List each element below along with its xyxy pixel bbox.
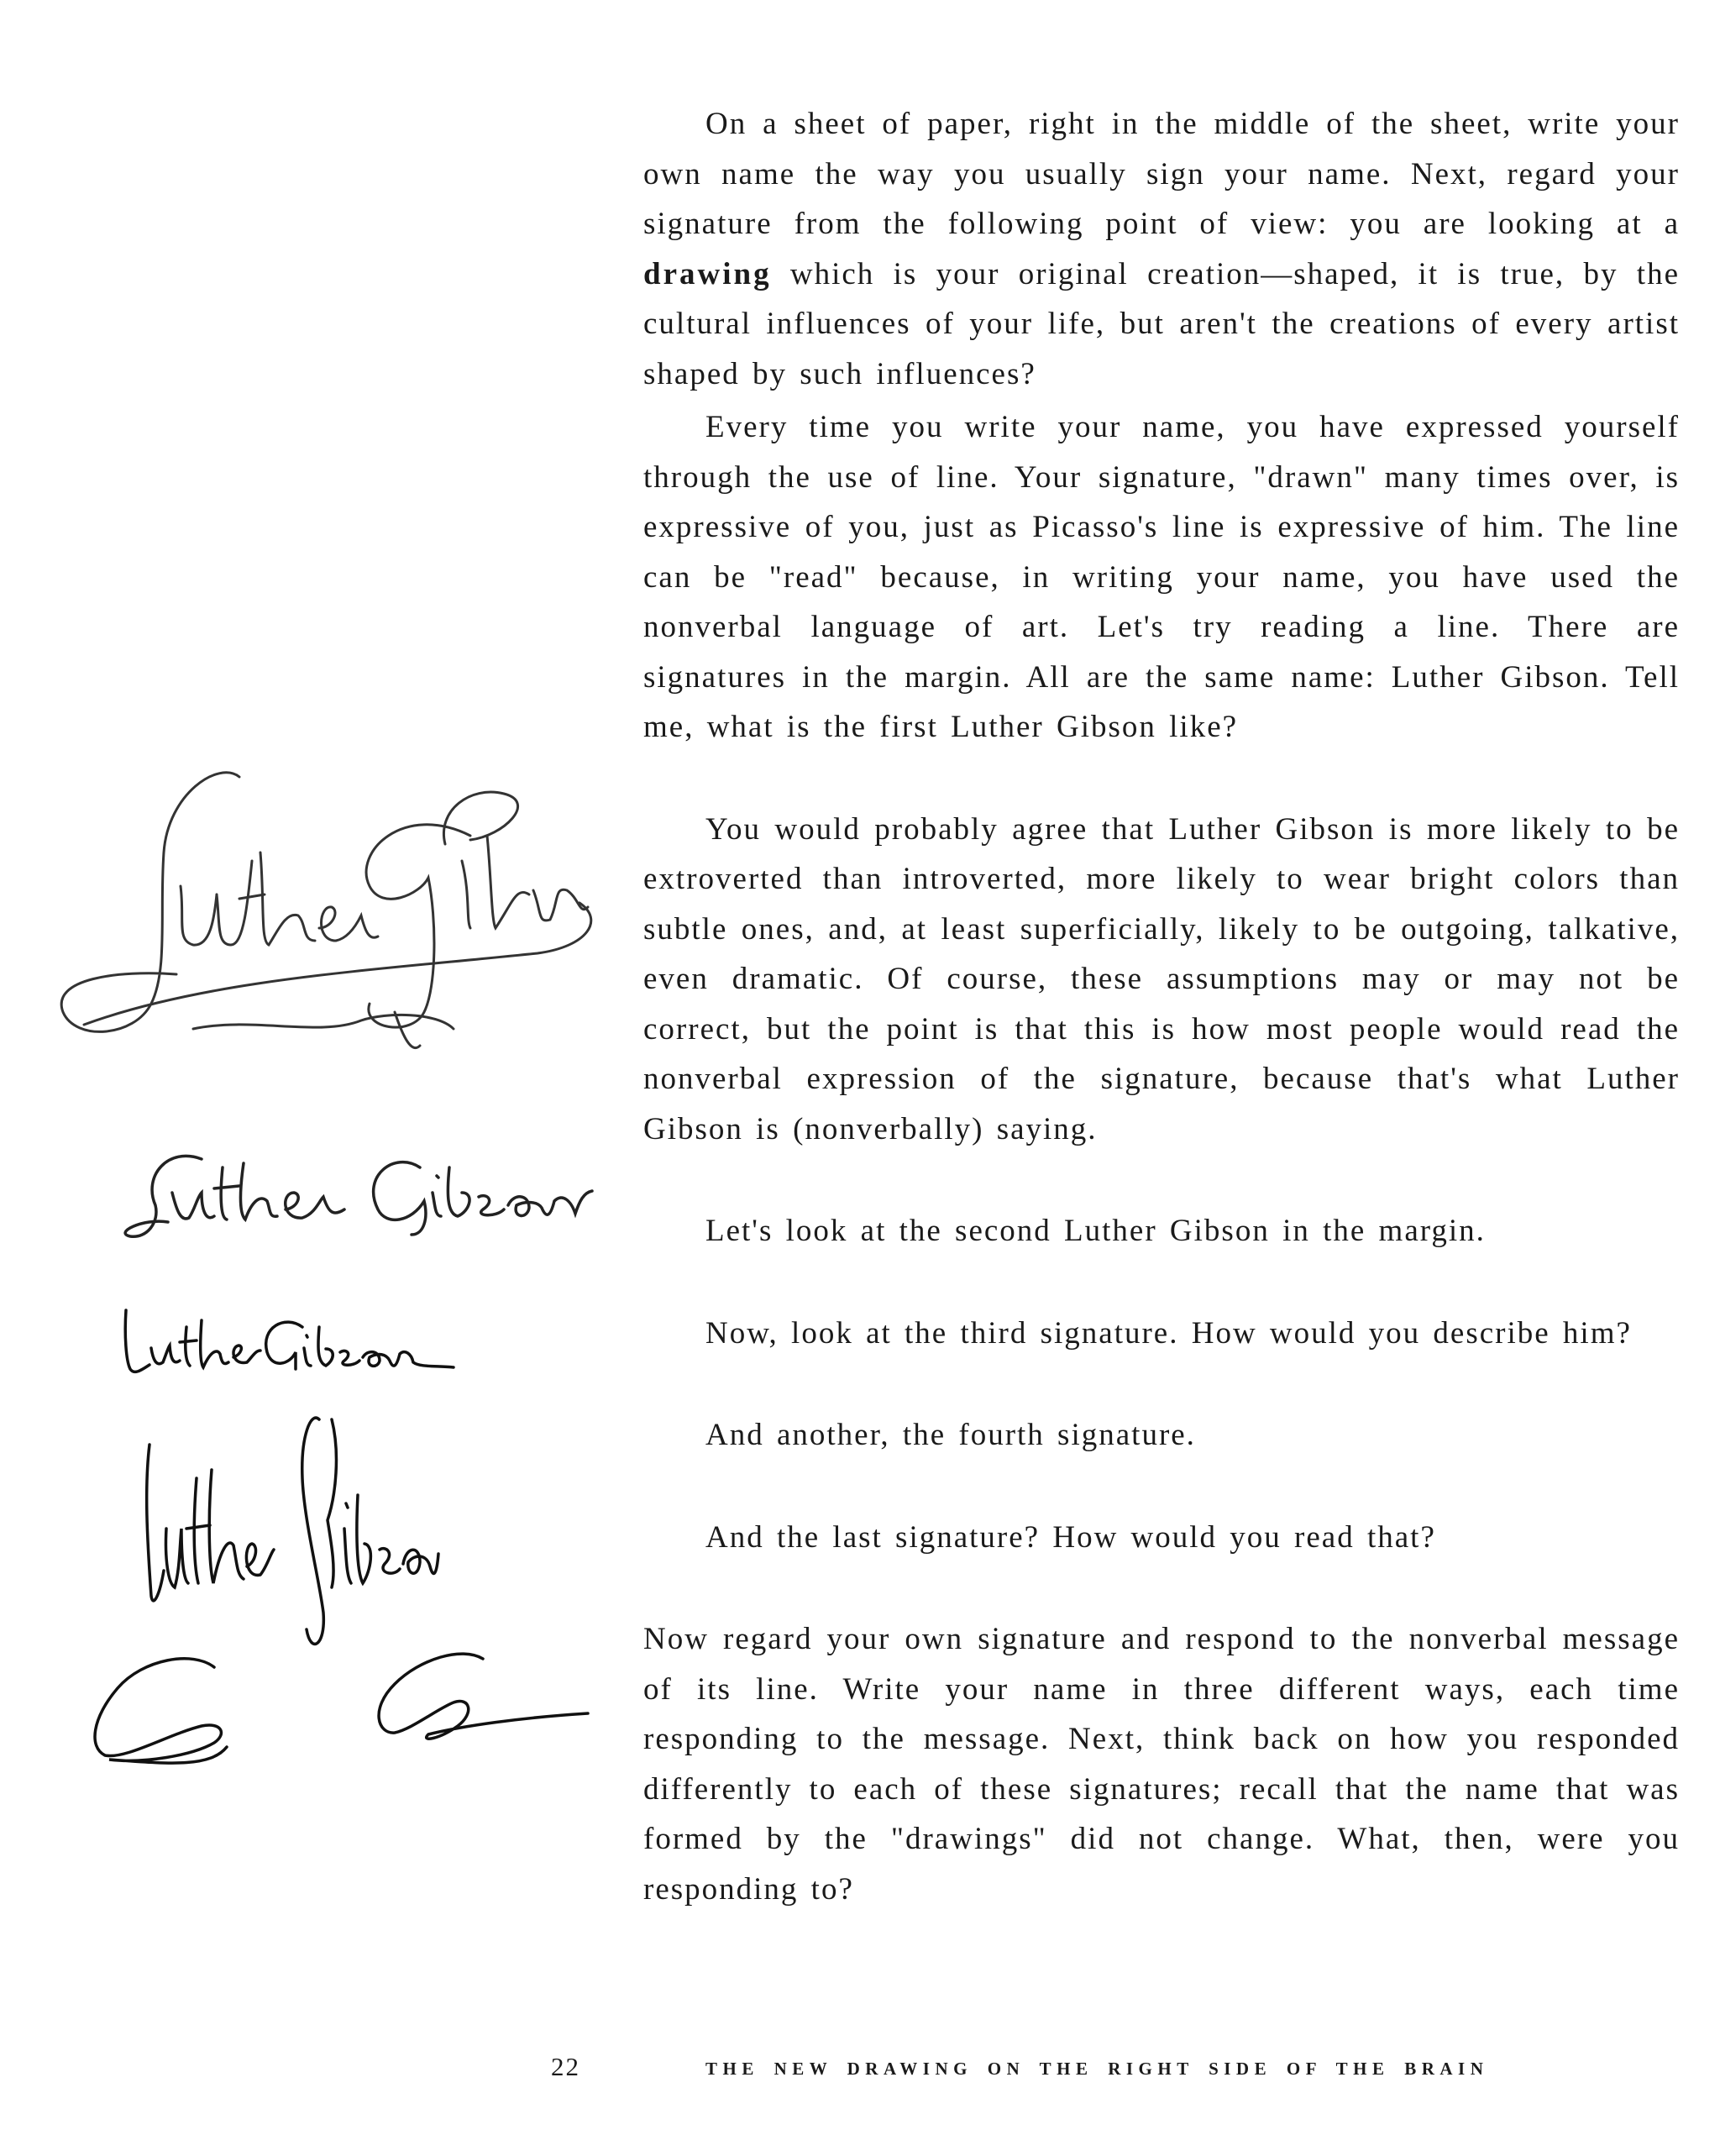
signature-2-neat-cursive xyxy=(0,1142,605,1251)
running-title: THE NEW DRAWING ON THE RIGHT SIDE OF THE BRAIN xyxy=(705,2059,1489,2079)
page-footer xyxy=(0,2052,1720,2085)
paragraph-1 xyxy=(643,99,1680,399)
signature-1-flamboyant xyxy=(0,760,605,1079)
paragraph-3: You would probably agree that Luther Gibson is more likely to be extroverted than introverted, more likely to wear bright colors than subtle ones, and, at least superficially, likely to be outgoing, talkative, even dramatic. Of course, these assumptions may or may not be correct, but the point is that this is how most people would read the nonverbal expression of the signature, because that's what Luther Gibson is (nonverbally) saying. xyxy=(643,811,1680,1146)
paragraph-2: Every time you write your name, you have expressed yourself through the use of line. Your signature, "drawn" many times over, is expressive of you, just as Picasso's line is expressive of him. The line can be "read" because, in writing your name, you have used the nonverbal language of art. Let's try reading a line. There are signatures in the margin. All are the same name: Luther Gibson. Tell me, what is the first Luther Gibson like? xyxy=(643,410,1680,744)
question-fourth-signature: And another, the fourth signature. xyxy=(705,1418,1196,1452)
body-text xyxy=(643,99,1680,1914)
signature-3-small xyxy=(0,1302,605,1386)
bold-word-drawing: drawing xyxy=(643,256,772,291)
question-second-signature: Let's look at the second Luther Gibson in the margin. xyxy=(705,1214,1486,1248)
question-third-signature: Now, look at the third signature. How would you describe him? xyxy=(705,1315,1632,1351)
signature-5-illegible-scrawl xyxy=(0,1642,605,1785)
question-last-signature: And the last signature? How would you read that? xyxy=(705,1519,1436,1555)
paragraph-4: Now regard your own signature and respond to the nonverbal message of its line. Write your name in three different ways, each time responding to the message. Next, think back on how you responded differently to each of these signatures; recall that the name that was formed by the "drawings" did not change. What, then, were you responding to? xyxy=(643,1622,1680,1907)
page-number: 22 xyxy=(551,2052,580,2081)
paragraph-1-end: which is your original creation—shaped, it is true, by the cultural influences of your life, but aren't the creations of every artist shaped by such influences? xyxy=(643,256,1680,391)
question-list xyxy=(643,1206,1680,1562)
paragraph-1-start: On a sheet of paper, right in the middle of the sheet, write your own name the way you usually sign your name. Next, regard your signature from the following point of view: you are looking at a xyxy=(643,107,1680,241)
signature-4-tall-narrow xyxy=(0,1403,605,1655)
